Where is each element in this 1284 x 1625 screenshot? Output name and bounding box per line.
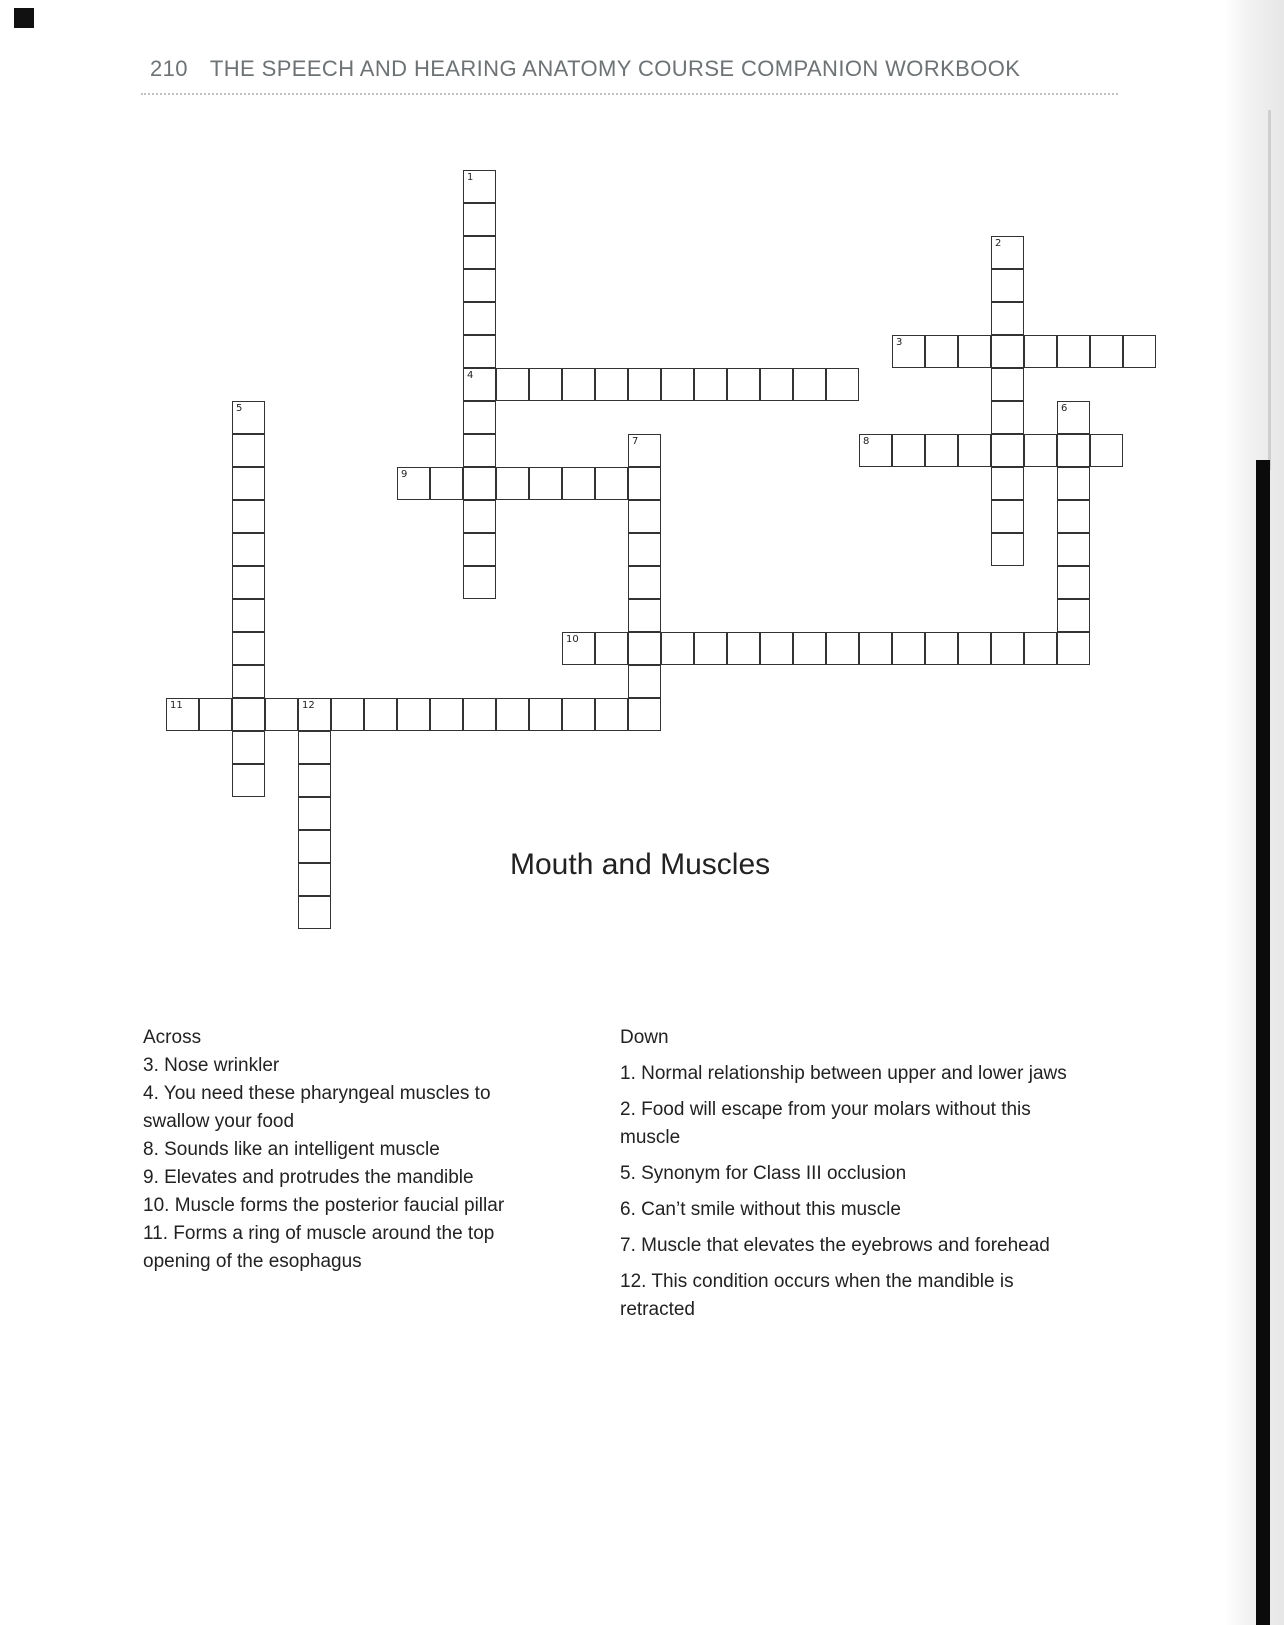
clue-across-11: 11. Forms a ring of muscle around the top opening of the esophagus (143, 1223, 495, 1272)
crossword-cell[interactable] (1057, 533, 1090, 566)
clue-number: 12 (302, 700, 315, 711)
crossword-cell[interactable] (232, 401, 265, 434)
clue-across-8: 8. Sounds like an intelligent muscle (143, 1139, 440, 1160)
crossword-cell[interactable] (232, 566, 265, 599)
crossword-cell[interactable] (463, 401, 496, 434)
clue-number: 10 (566, 634, 579, 645)
scan-edge-line (1268, 110, 1271, 470)
crossword-cell[interactable] (529, 368, 562, 401)
crossword-cell[interactable] (463, 698, 496, 731)
crossword-cell[interactable] (562, 368, 595, 401)
across-heading: Across (143, 1027, 202, 1048)
crossword-cell[interactable] (1057, 566, 1090, 599)
crossword-cell[interactable] (1057, 599, 1090, 632)
crossword-cell[interactable] (859, 632, 892, 665)
clue-down-1: 1. Normal relationship between upper and lower jaws (620, 1063, 1067, 1084)
crossword-cell[interactable] (1090, 335, 1123, 368)
crossword-cell[interactable] (694, 368, 727, 401)
crossword-cell[interactable] (595, 368, 628, 401)
crossword-cell[interactable] (793, 632, 826, 665)
crossword-cell[interactable] (232, 764, 265, 797)
crossword-cell[interactable] (463, 368, 496, 401)
crossword-cell[interactable] (364, 698, 397, 731)
puzzle-title: Mouth and Muscles (510, 848, 771, 881)
crossword-cell[interactable] (826, 368, 859, 401)
crossword-cell[interactable] (1057, 401, 1090, 434)
crossword-cell[interactable] (298, 764, 331, 797)
crossword-cell[interactable] (661, 632, 694, 665)
clue-across-3: 3. Nose wrinkler (143, 1055, 280, 1076)
clue-down-6: 6. Can’t smile without this muscle (620, 1199, 901, 1220)
crossword-cell[interactable] (1024, 434, 1057, 467)
crossword-cell[interactable] (397, 467, 430, 500)
crossword-cell[interactable] (628, 500, 661, 533)
crossword-cell[interactable] (826, 632, 859, 665)
clue-number: 9 (401, 469, 408, 480)
crossword-cell[interactable] (991, 236, 1024, 269)
crossword-cell[interactable] (562, 698, 595, 731)
crossword-cell[interactable] (232, 599, 265, 632)
crossword-cell[interactable] (958, 335, 991, 368)
clue-number: 1 (467, 172, 474, 183)
down-clues (620, 1024, 1080, 1332)
crossword-cell[interactable] (463, 467, 496, 500)
crossword-cell[interactable] (991, 335, 1024, 368)
down-heading: Down (620, 1027, 669, 1048)
crossword-cell[interactable] (628, 599, 661, 632)
clue-number: 11 (170, 700, 183, 711)
page-header (150, 56, 1020, 82)
crossword-cell[interactable] (1123, 335, 1156, 368)
crossword-cell[interactable] (463, 566, 496, 599)
clue-across-10: 10. Muscle forms the posterior faucial pillar (143, 1195, 505, 1216)
crossword-cell[interactable] (463, 302, 496, 335)
crossword-cell[interactable] (628, 665, 661, 698)
crossword-cell[interactable] (1057, 632, 1090, 665)
crossword-cell[interactable] (958, 434, 991, 467)
clue-number: 8 (863, 436, 870, 447)
crossword-cell[interactable] (727, 368, 760, 401)
crossword-cell[interactable] (232, 632, 265, 665)
crossword-cell[interactable] (793, 368, 826, 401)
clue-down-2: 2. Food will escape from your molars without this muscle (620, 1099, 1031, 1148)
crossword-cell[interactable] (727, 632, 760, 665)
clue-down-7: 7. Muscle that elevates the eyebrows and forehead (620, 1235, 1050, 1256)
crossword-cell[interactable] (991, 434, 1024, 467)
crossword-cell[interactable] (430, 698, 463, 731)
clue-number: 3 (896, 337, 903, 348)
crossword-cell[interactable] (463, 500, 496, 533)
crossword-cell[interactable] (232, 698, 265, 731)
clue-number: 2 (995, 238, 1002, 249)
crossword-cell[interactable] (991, 632, 1024, 665)
crossword-cell[interactable] (628, 467, 661, 500)
crossword-cell[interactable] (991, 401, 1024, 434)
crossword-cell[interactable] (892, 335, 925, 368)
crossword-cell[interactable] (1057, 500, 1090, 533)
crossword-cell[interactable] (925, 632, 958, 665)
crossword-cell[interactable] (562, 632, 595, 665)
crossword-cell[interactable] (298, 863, 331, 896)
crossword-cell[interactable] (199, 698, 232, 731)
crossword-cell[interactable] (1024, 335, 1057, 368)
clue-down-12: 12. This condition occurs when the mandible is retracted (620, 1271, 1014, 1320)
crossword-cell[interactable] (958, 632, 991, 665)
crossword-cell[interactable] (991, 533, 1024, 566)
book-title: THE SPEECH AND HEARING ANATOMY COURSE COMPANION WORKBOOK (209, 56, 1021, 81)
crossword-cell[interactable] (232, 434, 265, 467)
crossword-cell[interactable] (496, 368, 529, 401)
crossword-cell[interactable] (496, 698, 529, 731)
crossword-cell[interactable] (463, 170, 496, 203)
crossword-cell[interactable] (1057, 335, 1090, 368)
crossword-cell[interactable] (925, 335, 958, 368)
page-number: 210 (150, 56, 188, 81)
crossword-cell[interactable] (1090, 434, 1123, 467)
crossword-cell[interactable] (991, 467, 1024, 500)
crossword-cell[interactable] (760, 368, 793, 401)
crossword-cell[interactable] (859, 434, 892, 467)
crossword-cell[interactable] (595, 632, 628, 665)
across-clues (143, 1024, 523, 1276)
crossword-cell[interactable] (463, 203, 496, 236)
crossword-cell[interactable] (496, 467, 529, 500)
clue-number: 5 (236, 403, 243, 414)
clue-number: 4 (467, 370, 474, 381)
crossword-cell[interactable] (991, 269, 1024, 302)
clue-down-5: 5. Synonym for Class III occlusion (620, 1163, 907, 1184)
crossword-cell[interactable] (331, 698, 364, 731)
crossword-cell[interactable] (298, 731, 331, 764)
crossword-cell[interactable] (298, 698, 331, 731)
crossword-cell[interactable] (628, 698, 661, 731)
scan-edge-black (1256, 460, 1270, 1625)
clue-across-4: 4. You need these pharyngeal muscles to swallow your food (143, 1083, 491, 1132)
clue-number: 7 (632, 436, 639, 447)
crossword-cell[interactable] (463, 236, 496, 269)
crossword-cell[interactable] (232, 500, 265, 533)
crossword-cell[interactable] (463, 335, 496, 368)
crossword-cell[interactable] (628, 533, 661, 566)
crossword-cell[interactable] (463, 434, 496, 467)
crossword-cell[interactable] (529, 698, 562, 731)
crossword-cell[interactable] (298, 830, 331, 863)
crossword-cell[interactable] (232, 665, 265, 698)
crossword-cell[interactable] (892, 632, 925, 665)
crossword-cell[interactable] (892, 434, 925, 467)
crossword-cell[interactable] (232, 533, 265, 566)
crossword-cell[interactable] (529, 467, 562, 500)
crossword-cell[interactable] (925, 434, 958, 467)
scan-corner-mark (14, 8, 34, 28)
crossword-cell[interactable] (760, 632, 793, 665)
clue-number: 6 (1061, 403, 1068, 414)
crossword-cell[interactable] (661, 368, 694, 401)
crossword-cell[interactable] (232, 467, 265, 500)
scan-edge-shadow (1224, 0, 1284, 1625)
crossword-cell[interactable] (562, 467, 595, 500)
crossword-cell[interactable] (397, 698, 430, 731)
crossword-cell[interactable] (298, 797, 331, 830)
crossword-cell[interactable] (595, 467, 628, 500)
crossword-cell[interactable] (232, 731, 265, 764)
crossword-cell[interactable] (463, 269, 496, 302)
crossword-cell[interactable] (1057, 467, 1090, 500)
crossword-cell[interactable] (265, 698, 298, 731)
crossword-cell[interactable] (628, 368, 661, 401)
clue-across-9: 9. Elevates and protrudes the mandible (143, 1167, 474, 1188)
crossword-cell[interactable] (628, 434, 661, 467)
crossword-cell[interactable] (595, 698, 628, 731)
crossword-cell[interactable] (1057, 434, 1090, 467)
crossword-cell[interactable] (628, 566, 661, 599)
crossword-cell[interactable] (991, 368, 1024, 401)
header-rule (141, 93, 1118, 95)
crossword-cell[interactable] (991, 500, 1024, 533)
crossword-cell[interactable] (298, 896, 331, 929)
crossword-cell[interactable] (694, 632, 727, 665)
crossword-cell[interactable] (628, 632, 661, 665)
crossword-cell[interactable] (430, 467, 463, 500)
crossword-cell[interactable] (166, 698, 199, 731)
crossword-cell[interactable] (463, 533, 496, 566)
crossword-cell[interactable] (991, 302, 1024, 335)
crossword-cell[interactable] (1024, 632, 1057, 665)
